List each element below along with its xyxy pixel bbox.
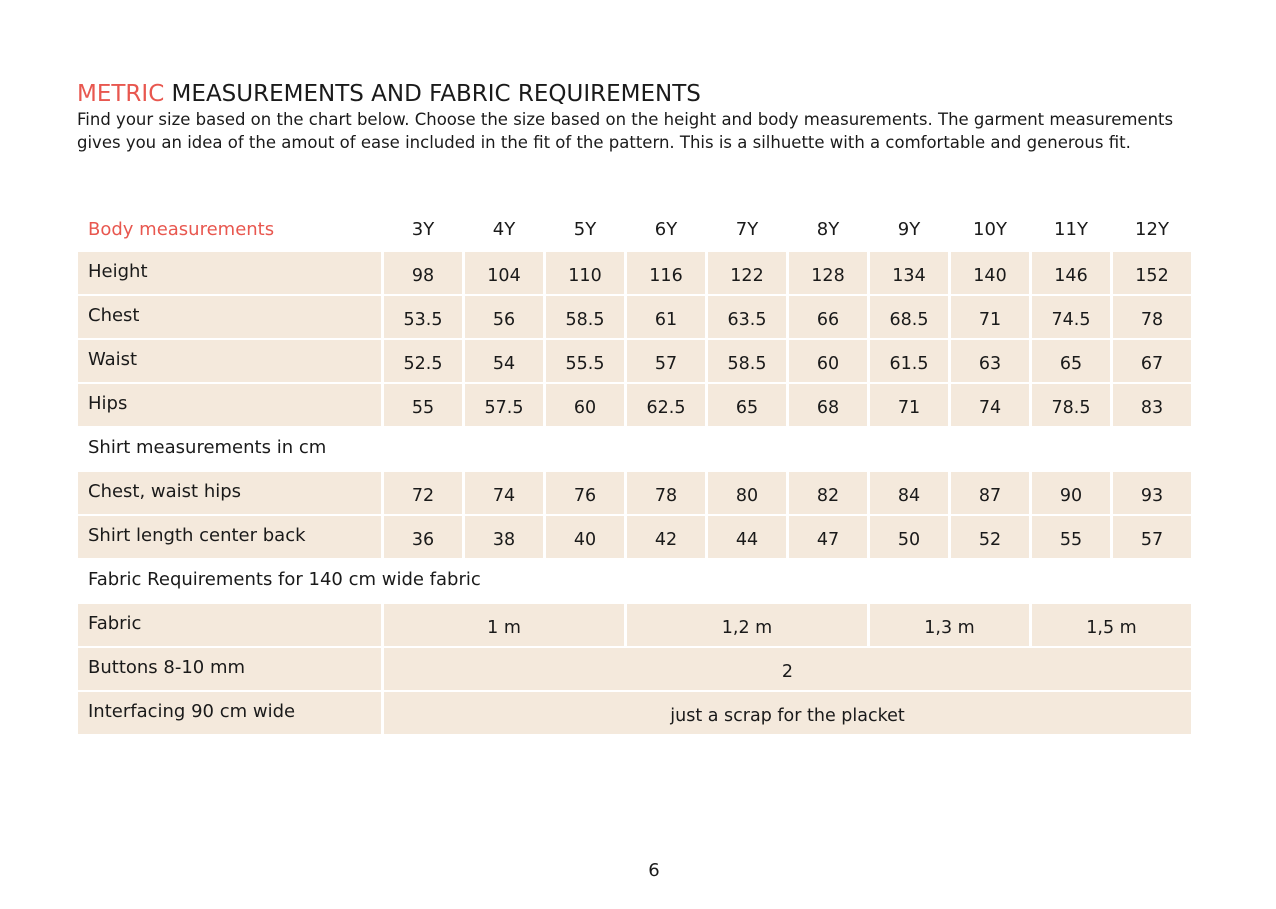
size-header: 11Y: [1054, 218, 1088, 240]
size-header: 6Y: [654, 218, 678, 240]
table-cell: 78.5: [1032, 384, 1110, 426]
table-cell: 57: [627, 340, 705, 382]
table-cell: 74: [465, 472, 543, 514]
table-cell: 110: [546, 252, 624, 294]
intro-paragraph: Find your size based on the chart below. Choose the size based on the height and body measurements. The garment measurements gives you an idea of the amout of ease included in the fit of the pattern. This is a silhuette with a comfortable and generous fit.: [77, 110, 1174, 152]
size-header: 3Y: [411, 218, 435, 240]
table-cell: 87: [951, 472, 1029, 514]
table-cell: 38: [465, 516, 543, 558]
size-header: 5Y: [573, 218, 597, 240]
table-row: [78, 252, 1191, 294]
table-cell: 80: [708, 472, 786, 514]
table-cell: 134: [870, 252, 948, 294]
table-cell: 146: [1032, 252, 1110, 294]
table-cell: 55: [384, 384, 462, 426]
table-row: [78, 604, 1191, 646]
row-label: Shirt length center back: [78, 516, 381, 558]
row-label: Buttons 8-10 mm: [78, 648, 381, 690]
table-row: [78, 384, 1191, 426]
table-cell: 71: [951, 296, 1029, 338]
row-label: Waist: [78, 340, 381, 382]
table-cell: 52.5: [384, 340, 462, 382]
table-cell: 98: [384, 252, 462, 294]
section-heading-row: [78, 560, 1191, 602]
table-cell: 83: [1113, 384, 1191, 426]
table-cell: 82: [789, 472, 867, 514]
row-label: Fabric: [78, 604, 381, 646]
table-cell: 74.5: [1032, 296, 1110, 338]
page-title: [77, 80, 701, 108]
table-cell: 1 m: [384, 604, 624, 646]
size-header: 12Y: [1135, 218, 1169, 240]
title-accent: METRIC: [77, 81, 165, 107]
table-cell: 65: [708, 384, 786, 426]
table-cell: 78: [1113, 296, 1191, 338]
table-row: [78, 648, 1191, 690]
table-cell: 60: [789, 340, 867, 382]
table-cell: 55.5: [546, 340, 624, 382]
row-label: Chest, waist hips: [78, 472, 381, 514]
table-cell: 122: [708, 252, 786, 294]
table-cell: 60: [546, 384, 624, 426]
page-number: 6: [648, 860, 660, 881]
fabric-requirements-heading: Fabric Requirements for 140 cm wide fabric: [88, 568, 481, 590]
table-cell: 74: [951, 384, 1029, 426]
section-heading-row: [78, 428, 1191, 470]
table-cell: 54: [465, 340, 543, 382]
table-cell: 65: [1032, 340, 1110, 382]
table-cell: 58.5: [708, 340, 786, 382]
table-cell: 53.5: [384, 296, 462, 338]
shirt-measurements-heading: Shirt measurements in cm: [88, 436, 327, 458]
table-cell: 55: [1032, 516, 1110, 558]
table-cell: just a scrap for the placket: [384, 692, 1191, 734]
table-cell: 152: [1113, 252, 1191, 294]
table-row: [78, 516, 1191, 558]
row-label: Hips: [78, 384, 381, 426]
table-cell: 84: [870, 472, 948, 514]
table-cell: 78: [627, 472, 705, 514]
table-cell: 63.5: [708, 296, 786, 338]
table-cell: 40: [546, 516, 624, 558]
table-cell: 67: [1113, 340, 1191, 382]
table-cell: 1,5 m: [1032, 604, 1191, 646]
table-cell: 62.5: [627, 384, 705, 426]
table-cell: 116: [627, 252, 705, 294]
table-cell: 57.5: [465, 384, 543, 426]
table-cell: 42: [627, 516, 705, 558]
table-cell: 50: [870, 516, 948, 558]
table-cell: 56: [465, 296, 543, 338]
table-row: [78, 340, 1191, 382]
table-cell: 68.5: [870, 296, 948, 338]
size-header: 7Y: [735, 218, 759, 240]
table-cell: 57: [1113, 516, 1191, 558]
table-cell: 1,3 m: [870, 604, 1029, 646]
table-cell: 71: [870, 384, 948, 426]
size-header: 9Y: [897, 218, 921, 240]
table-cell: 2: [384, 648, 1191, 690]
table-row: [78, 296, 1191, 338]
table-cell: 36: [384, 516, 462, 558]
size-chart-table: [75, 206, 1194, 736]
row-label: Chest: [78, 296, 381, 338]
size-header-row: [78, 208, 1191, 250]
size-header: 4Y: [492, 218, 516, 240]
table-cell: 93: [1113, 472, 1191, 514]
table-cell: 72: [384, 472, 462, 514]
table-cell: 63: [951, 340, 1029, 382]
table-cell: 61.5: [870, 340, 948, 382]
table-cell: 61: [627, 296, 705, 338]
title-rest: MEASUREMENTS AND FABRIC REQUIREMENTS: [164, 81, 701, 107]
table-cell: 58.5: [546, 296, 624, 338]
table-cell: 104: [465, 252, 543, 294]
table-cell: 140: [951, 252, 1029, 294]
table-cell: 66: [789, 296, 867, 338]
table-cell: 68: [789, 384, 867, 426]
table-row: [78, 692, 1191, 734]
table-cell: 1,2 m: [627, 604, 867, 646]
body-measurements-heading: Body measurements: [88, 218, 275, 240]
row-label: Height: [78, 252, 381, 294]
size-header: 8Y: [816, 218, 840, 240]
size-header: 10Y: [973, 218, 1007, 240]
table-cell: 52: [951, 516, 1029, 558]
table-cell: 128: [789, 252, 867, 294]
table-cell: 76: [546, 472, 624, 514]
row-label: Interfacing 90 cm wide: [78, 692, 381, 734]
table-row: [78, 472, 1191, 514]
table-cell: 47: [789, 516, 867, 558]
table-cell: 90: [1032, 472, 1110, 514]
table-cell: 44: [708, 516, 786, 558]
